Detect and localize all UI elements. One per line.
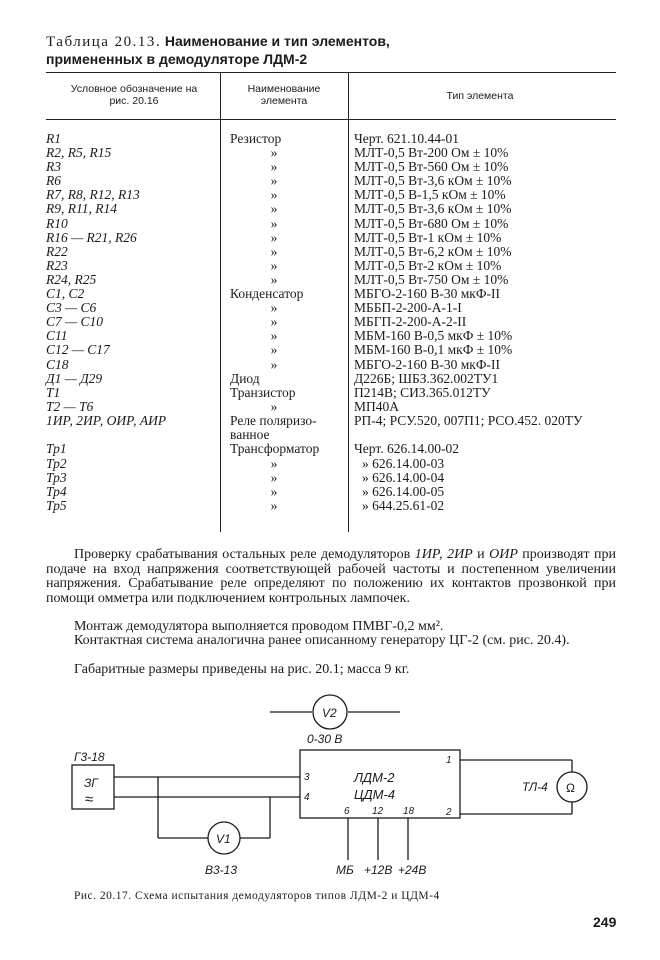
cell-type: МЛТ-0,5 Вт-3,6 кОм ± 10%	[354, 201, 512, 217]
cell-name: »	[270, 229, 278, 245]
cell-designation: C3 — C6	[46, 300, 97, 316]
table-body	[46, 132, 626, 513]
cell-designation: C7 — C10	[46, 314, 104, 330]
cell-designation: R23	[46, 257, 68, 273]
cell-type: МЛТ-0,5 Вт-6,2 кОм ± 10%	[354, 243, 512, 259]
figure-caption: Рис. 20.17. Схема испытания демодуляторов типов ЛДМ-2 и ЦДМ-4	[74, 890, 440, 902]
table-row	[46, 485, 626, 499]
cell-type: » 644.25.61-02	[362, 497, 445, 513]
v2-label: V2	[322, 706, 337, 720]
cell-designation: T2 — T6	[46, 398, 94, 414]
cell-name: Транзистор	[230, 384, 296, 400]
generator-symbol: ЗГ	[84, 776, 98, 790]
cell-type: » 626.14.00-04	[362, 469, 445, 485]
cell-designation: R1	[46, 131, 61, 146]
paragraph-text: производят при подаче на вход напряжения соответствующей рабочей частоты и постепенном увеличении напряжения. Срабатывание реле определяют по положению их контактов прозвонкой при помощи омметра или подключением контрольных лампочек.	[46, 547, 617, 606]
cell-designation: Тр4	[46, 483, 67, 499]
cell-name: »	[270, 145, 278, 161]
v1-model: В3-13	[205, 863, 238, 877]
table-row	[46, 188, 626, 202]
cell-name: »	[270, 187, 278, 203]
paragraph-text: и	[472, 547, 490, 562]
table-row	[46, 414, 626, 443]
table-number: Таблица 20.13.	[46, 34, 162, 50]
cell-designation: Тр1	[46, 441, 67, 457]
v1-label: V1	[216, 832, 231, 846]
cell-name: »	[270, 342, 278, 358]
table-row	[46, 499, 626, 513]
cell-designation: R22	[46, 243, 68, 259]
paragraph-dimensions	[46, 663, 616, 678]
paragraph-text: Габаритные размеры приведены на рис. 20.1; масса 9 кг.	[74, 662, 410, 677]
cell-name: »	[270, 257, 278, 273]
cell-name: Конденсатор	[230, 286, 304, 302]
table-row	[46, 146, 626, 160]
v2-range: 0-30 В	[307, 732, 343, 746]
pin-3: 3	[304, 772, 310, 783]
sine-wave-icon: ≈	[85, 791, 94, 808]
cell-name: »	[270, 215, 278, 231]
cell-type: » 626.14.00-05	[362, 483, 445, 499]
table-row	[46, 287, 626, 301]
cell-designation: Д1 — Д29	[46, 370, 103, 386]
cell-name: »	[270, 159, 278, 175]
paragraph-text: Контактная система аналогична ранее описанному генератору ЦГ-2 (см. рис. 20.4).	[74, 633, 570, 648]
cell-type: Черт. 621.10.44-01	[354, 131, 459, 146]
cell-type: РП-4; РСУ.520, 007П1; РСО.452. 020ТУ	[354, 412, 583, 428]
block-title-line1: ЛДМ-2	[354, 770, 395, 785]
cell-designation: Тр5	[46, 497, 67, 513]
cell-designation: T1	[46, 384, 61, 400]
cell-designation: C12 — C17	[46, 342, 110, 358]
cell-name: »	[270, 483, 278, 499]
cell-name: »	[270, 173, 278, 189]
table-row	[46, 343, 626, 357]
cell-designation: R24, R25	[46, 271, 97, 287]
ohmmeter-model: ТЛ-4	[522, 780, 548, 794]
ohm-symbol: Ω	[566, 781, 575, 795]
supply-mb: МБ	[336, 863, 354, 877]
cell-type: МЛТ-0,5 В-1,5 кОм ± 10%	[354, 187, 506, 203]
cell-type: МЛТ-0,5 Вт-3,6 кОм ± 10%	[354, 173, 512, 189]
cell-name: »	[270, 243, 278, 259]
cell-name: »	[270, 469, 278, 485]
page-number: 249	[593, 914, 617, 930]
cell-designation: R6	[46, 173, 61, 189]
cell-type: МБГО-2-160 В-30 мкФ-II	[354, 356, 500, 372]
cell-type: МП40А	[354, 398, 400, 414]
block-title-line2: ЦДМ-4	[354, 787, 395, 802]
cell-type: П214В; СИЗ.365.012ТУ	[354, 384, 491, 400]
test-circuit-diagram	[0, 690, 660, 885]
table-row	[46, 245, 626, 259]
cell-name: Резистор	[230, 131, 282, 146]
cell-designation: R2, R5, R15	[46, 145, 112, 161]
table-row	[46, 457, 626, 471]
cell-type: Д226Б; ШБЗ.362.002ТУ1	[354, 370, 499, 386]
table-row	[46, 386, 626, 400]
cell-type: Черт. 626.14.00-02	[354, 441, 459, 457]
cell-name: Трансформатор	[230, 441, 320, 457]
relay-names: 1ИР, 2ИР	[414, 547, 473, 562]
cell-name: »	[270, 201, 278, 217]
cell-name: »	[270, 398, 278, 414]
table-row	[46, 202, 626, 216]
cell-designation: 1ИР, 2ИР, ОИР, АИР	[46, 412, 167, 428]
pin-4: 4	[304, 792, 310, 803]
table-title-line2: примененных в демодуляторе ЛДМ-2	[46, 51, 308, 67]
table-row	[46, 273, 626, 287]
table-caption	[46, 33, 626, 69]
cell-type: МБМ-160 В-0,1 мкФ ± 10%	[354, 342, 513, 358]
cell-designation: R3	[46, 159, 61, 175]
table-top-rule	[46, 72, 616, 73]
table-row	[46, 372, 626, 386]
supply-24v: +24В	[398, 863, 427, 877]
cell-designation: C11	[46, 328, 68, 344]
cell-designation: R16 — R21, R26	[46, 229, 137, 245]
table-row	[46, 471, 626, 485]
cell-designation: Тр3	[46, 469, 67, 485]
cell-name: »	[270, 455, 278, 471]
cell-type: » 626.14.00-03	[362, 455, 445, 471]
paragraph-text: Монтаж демодулятора выполняется проводом ПМВГ-0,2 мм².	[74, 619, 444, 634]
cell-name: Диод	[230, 370, 260, 386]
cell-type: МЛТ-0,5 Вт-680 Ом ± 10%	[354, 215, 509, 231]
cell-designation: R7, R8, R12, R13	[46, 187, 140, 203]
cell-type: МЛТ-0,5 Вт-200 Ом ± 10%	[354, 145, 509, 161]
table-row	[46, 132, 626, 146]
table-row	[46, 301, 626, 315]
cell-name: »	[270, 328, 278, 344]
cell-type: МБГО-2-160 В-30 мкФ-II	[354, 286, 500, 302]
generator-model: Г3-18	[74, 750, 105, 764]
table-row	[46, 315, 626, 329]
cell-name: Реле поляризо-ванное	[230, 412, 317, 442]
cell-type: МБГП-2-200-А-2-II	[354, 314, 467, 330]
table-row	[46, 329, 626, 343]
pin-18: 18	[403, 806, 415, 817]
cell-name: »	[270, 314, 278, 330]
table-row	[46, 231, 626, 245]
paragraph-contacts	[46, 634, 616, 649]
supply-12v: +12В	[364, 863, 393, 877]
cell-designation: Тр2	[46, 455, 67, 471]
cell-type: МЛТ-0,5 Вт-750 Ом ± 10%	[354, 271, 509, 287]
cell-name: »	[270, 497, 278, 513]
table-row	[46, 442, 626, 456]
cell-name: »	[270, 271, 278, 287]
pin-12: 12	[372, 806, 384, 817]
cell-type: МЛТ-0,5 Вт-1 кОм ± 10%	[354, 229, 502, 245]
paragraph-relay-check	[46, 548, 616, 606]
cell-type: МББП-2-200-А-1-I	[354, 300, 462, 316]
cell-designation: C1, C2	[46, 286, 85, 302]
paragraph-text: Проверку срабатывания остальных реле демодуляторов	[74, 547, 415, 562]
pin-2: 2	[446, 807, 452, 818]
pin-6: 6	[344, 806, 350, 817]
table-row	[46, 358, 626, 372]
table-title-line1: Наименование и тип элементов,	[164, 33, 390, 49]
cell-designation: R10	[46, 215, 68, 231]
pin-1: 1	[446, 755, 452, 766]
cell-designation: R9, R11, R14	[46, 201, 117, 217]
table-row	[46, 259, 626, 273]
table-row	[46, 217, 626, 231]
cell-name: »	[270, 300, 278, 316]
cell-type: МЛТ-0,5 Вт-560 Ом ± 10%	[354, 159, 509, 175]
cell-type: МЛТ-0,5 Вт-2 кОм ± 10%	[354, 257, 502, 273]
relay-name-oir: ОИР	[489, 547, 518, 562]
cell-designation: C18	[46, 356, 69, 372]
cell-type: МБМ-160 В-0,5 мкФ ± 10%	[354, 328, 513, 344]
header-name: Наименование элемента	[247, 83, 321, 107]
cell-name: »	[270, 356, 278, 372]
table-row	[46, 160, 626, 174]
table-row	[46, 174, 626, 188]
header-designation: Условное обозначение на рис. 20.16	[70, 83, 198, 107]
table-header-rule	[46, 119, 616, 120]
table-row	[46, 400, 626, 414]
header-type: Тип элемента	[446, 90, 514, 102]
